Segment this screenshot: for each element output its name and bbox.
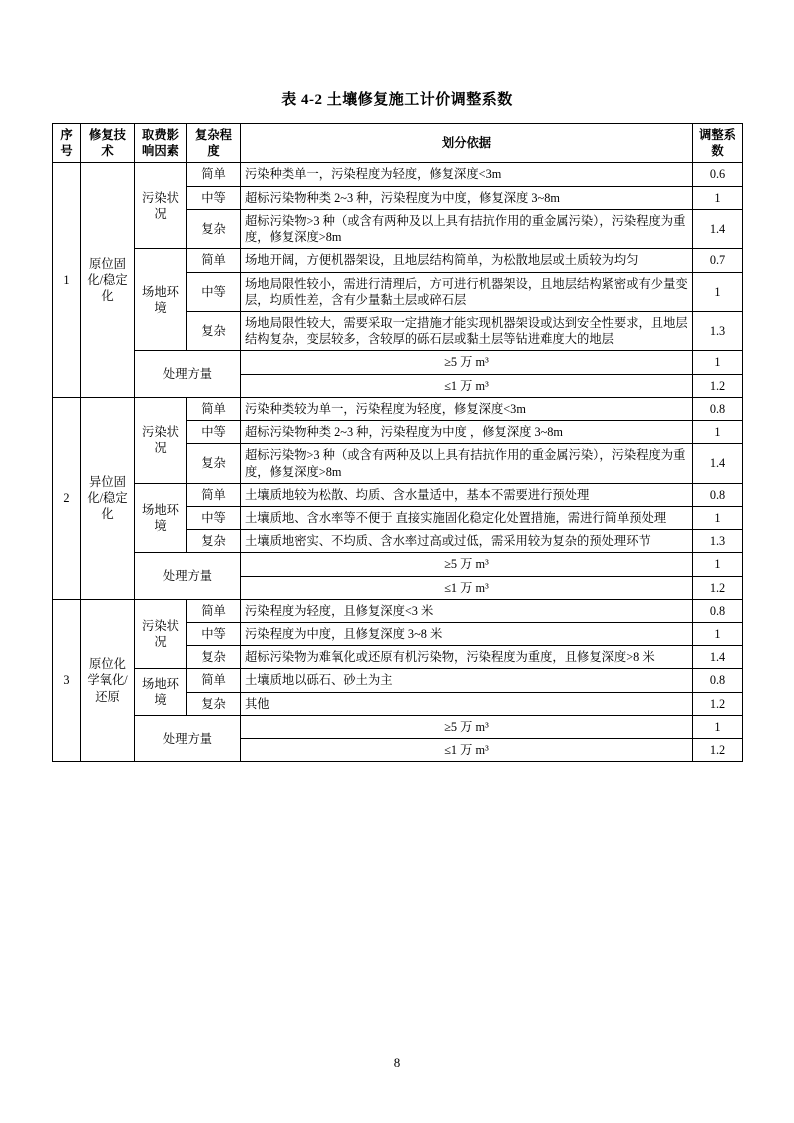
cell-coefficient: 0.8 [693,599,743,622]
page-title: 表 4-2 土壤修复施工计价调整系数 [281,92,513,108]
cell-basis: 超标污染物>3 种（或含有两种及以上具有拮抗作用的重金属污染），污染程度为重度，修复深度>8m [241,444,693,483]
cell-factor-volume: 处理方量 [135,351,241,397]
cell-tech: 原位化学氧化/还原 [81,599,135,762]
cell-factor: 场地环境 [135,483,187,553]
cell-basis: ≥5 万 m³ [241,553,693,576]
cell-complexity: 简单 [187,163,241,186]
header-tech: 修复技术 [81,124,135,163]
cell-coefficient: 1 [693,186,743,209]
cell-basis: ≤1 万 m³ [241,576,693,599]
header-factor: 取费影响因素 [135,124,187,163]
table-row [53,715,743,738]
cell-basis: 污染种类较为单一，污染程度为轻度，修复深度<3m [241,397,693,420]
cell-basis: 其他 [241,692,693,715]
table-row [53,163,743,186]
page-number: 8 [393,1055,401,1070]
cell-basis: ≥5 万 m³ [241,715,693,738]
cell-complexity: 复杂 [187,209,241,248]
cell-basis: 土壤质地以砾石、砂土为主 [241,669,693,692]
cell-coefficient: 1.4 [693,646,743,669]
cell-tech: 异位固化/稳定化 [81,397,135,599]
cell-coefficient: 1.2 [693,739,743,762]
cell-complexity: 中等 [187,421,241,444]
cell-coefficient: 1.3 [693,530,743,553]
table-row [53,483,743,506]
cell-coefficient: 1.4 [693,444,743,483]
cell-coefficient: 1 [693,715,743,738]
header-basis: 划分依据 [241,124,693,163]
cell-basis: 场地局限性较大，需要采取一定措施才能实现机器架设或达到安全性要求，且地层结构复杂，变层较多，含较厚的砾石层或黏土层等钻进难度大的地层 [241,311,693,350]
cell-factor: 污染状况 [135,163,187,249]
cell-coefficient: 1 [693,623,743,646]
header-complexity: 复杂程度 [187,124,241,163]
cell-factor: 污染状况 [135,397,187,483]
table-row [53,249,743,272]
cell-coefficient: 0.8 [693,669,743,692]
cell-basis: 超标污染物种类 2~3 种，污染程度为中度 ，修复深度 3~8m [241,421,693,444]
cell-complexity: 中等 [187,623,241,646]
cell-basis: 污染程度为中度，且修复深度 3~8 米 [241,623,693,646]
header-coefficient: 调整系数 [693,124,743,163]
cell-complexity: 简单 [187,397,241,420]
cell-complexity: 简单 [187,599,241,622]
cell-coefficient: 1.2 [693,576,743,599]
cell-coefficient: 0.6 [693,163,743,186]
cell-basis: 污染种类单一，污染程度为轻度，修复深度<3m [241,163,693,186]
cell-factor: 场地环境 [135,249,187,351]
table-row [53,351,743,374]
cell-seq: 3 [53,599,81,762]
cell-basis: 超标污染物>3 种（或含有两种及以上具有拮抗作用的重金属污染），污染程度为重度，修复深度>8m [241,209,693,248]
cell-basis: 土壤质地、含水率等不便于 直接实施固化稳定化处置措施，需进行简单预处理 [241,506,693,529]
cell-coefficient: 1 [693,272,743,311]
header-seq: 序号 [53,124,81,163]
cell-coefficient: 1 [693,421,743,444]
cell-factor: 污染状况 [135,599,187,669]
table-row [53,397,743,420]
cell-coefficient: 1.2 [693,692,743,715]
table-row [53,599,743,622]
table-row [53,553,743,576]
cell-basis: 超标污染物种类 2~3 种，污染程度为中度，修复深度 3~8m [241,186,693,209]
soil-remediation-coefficient-table [52,123,743,762]
cell-complexity: 简单 [187,483,241,506]
cell-coefficient: 0.7 [693,249,743,272]
cell-basis: 场地开阔，方便机器架设，且地层结构简单，为松散地层或土质较为均匀 [241,249,693,272]
cell-factor: 场地环境 [135,669,187,715]
cell-complexity: 复杂 [187,692,241,715]
cell-basis: ≤1 万 m³ [241,374,693,397]
cell-complexity: 中等 [187,186,241,209]
cell-basis: 场地局限性较小，需进行清理后，方可进行机器架设，且地层结构紧密或有少量变层，均质性差，含有少量黏土层或碎石层 [241,272,693,311]
cell-basis: ≥5 万 m³ [241,351,693,374]
cell-factor-volume: 处理方量 [135,553,241,599]
cell-complexity: 复杂 [187,530,241,553]
cell-basis: ≤1 万 m³ [241,739,693,762]
cell-coefficient: 1.3 [693,311,743,350]
table-header-row [53,124,743,163]
cell-basis: 超标污染物为难氧化或还原有机污染物，污染程度为重度，且修复深度>8 米 [241,646,693,669]
cell-coefficient: 1.2 [693,374,743,397]
cell-coefficient: 0.8 [693,483,743,506]
cell-coefficient: 1.4 [693,209,743,248]
cell-complexity: 复杂 [187,444,241,483]
cell-factor-volume: 处理方量 [135,715,241,761]
cell-tech: 原位固化/稳定化 [81,163,135,397]
cell-complexity: 简单 [187,669,241,692]
cell-coefficient: 1 [693,506,743,529]
cell-seq: 1 [53,163,81,397]
cell-coefficient: 0.8 [693,397,743,420]
cell-seq: 2 [53,397,81,599]
cell-basis: 污染程度为轻度，且修复深度<3 米 [241,599,693,622]
cell-complexity: 复杂 [187,311,241,350]
cell-coefficient: 1 [693,553,743,576]
cell-basis: 土壤质地较为松散、均质、含水量适中，基本不需要进行预处理 [241,483,693,506]
cell-complexity: 复杂 [187,646,241,669]
cell-coefficient: 1 [693,351,743,374]
cell-complexity: 中等 [187,272,241,311]
table-row [53,669,743,692]
cell-complexity: 简单 [187,249,241,272]
cell-complexity: 中等 [187,506,241,529]
cell-basis: 土壤质地密实、不均质、含水率过高或过低，需采用较为复杂的预处理环节 [241,530,693,553]
